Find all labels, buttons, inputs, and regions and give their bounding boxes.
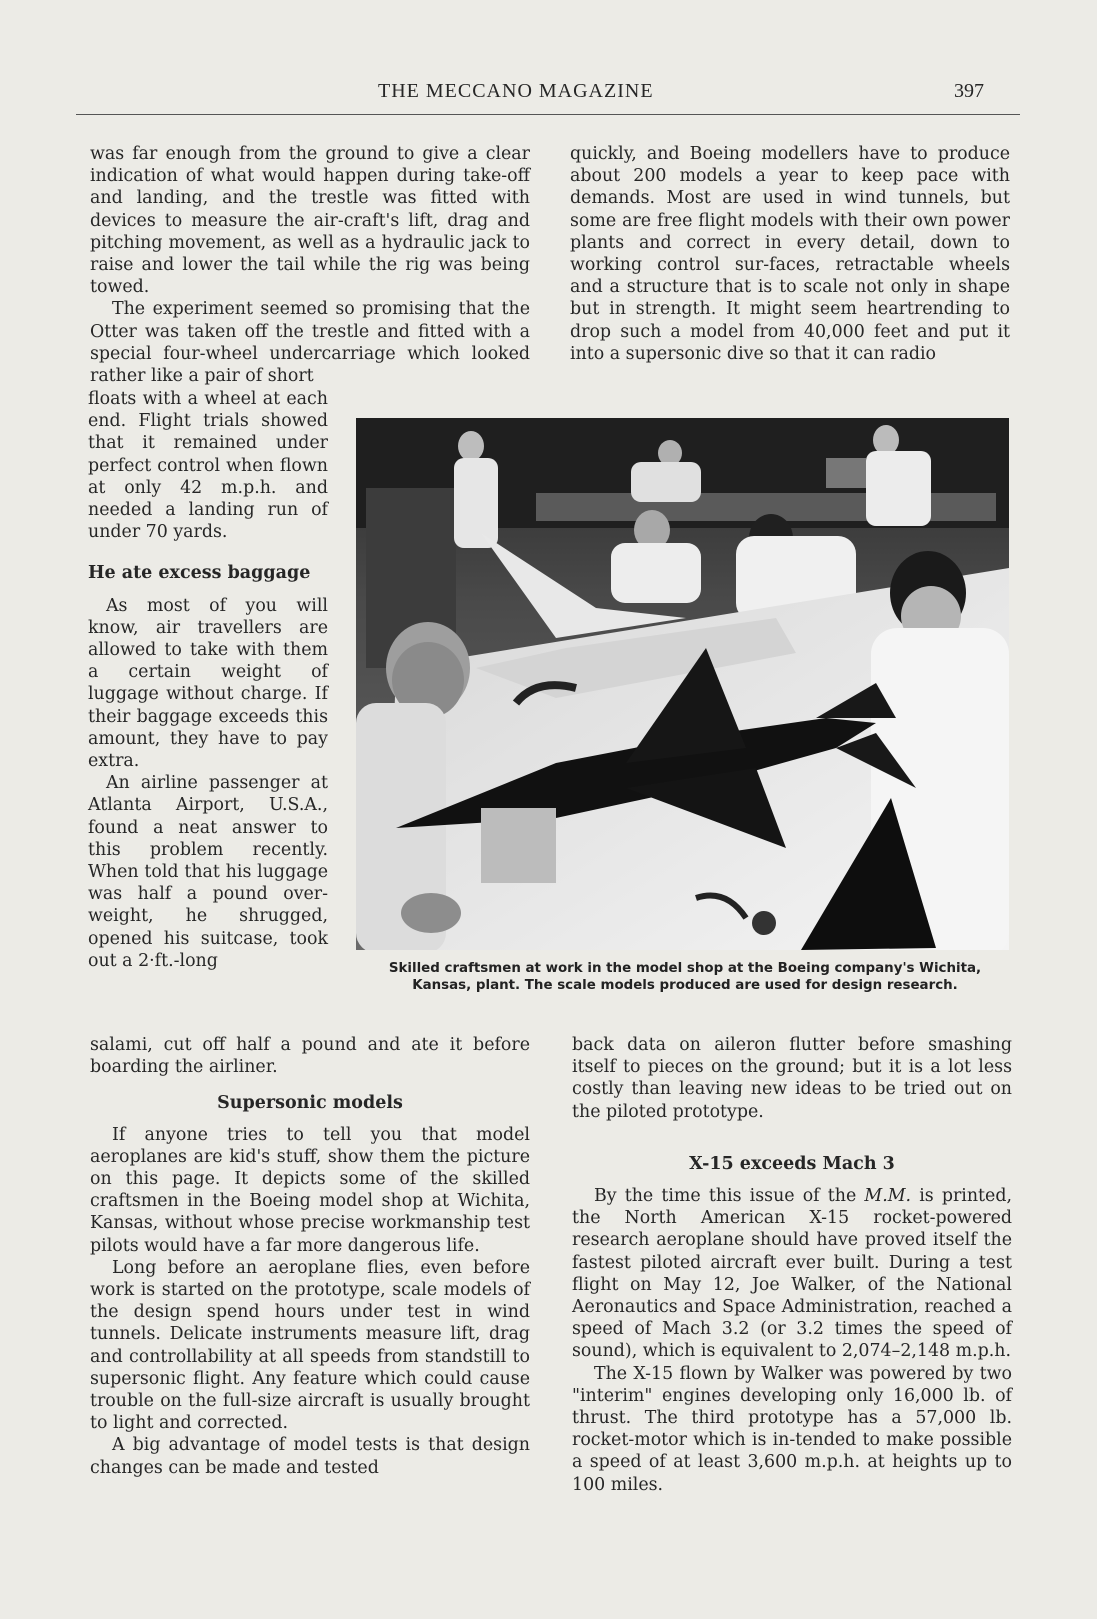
x15-text-before: By the time this issue of the xyxy=(594,1186,865,1207)
paragraph-trestle: was far enough from the ground to give a clear indication of what would happen during take-off and landing, and the trestle was fitted with devices to measure the air-craft's lift, drag and pitching movement, as well as a hydraulic jack to raise and lower the tail while the rig was being towed. xyxy=(90,144,530,298)
paragraph-x15-engines: The X-15 flown by Walker was powered by two "interim" engines developing only 16,000 lb. of thrust. The third prototype has a 57,000 lb. rocket-motor which is in-tended to make possible a speed of at least 3,600 m.p.h. at heights up to 100 miles. xyxy=(572,1363,1012,1495)
mm-abbreviation: M.M. xyxy=(864,1186,912,1207)
caption-line-1: Skilled craftsmen at work in the model shop at the Boeing company's Wichita, xyxy=(388,961,982,976)
photo-caption xyxy=(360,960,1010,994)
right-column-top xyxy=(570,143,1010,365)
paragraph-flight-trials: floats with a wheel at each end. Flight trials showed that it remained under perfect control when flown at only 42 m.p.h. and needed a landing run of under 70 yards. xyxy=(88,389,328,543)
left-column-top xyxy=(90,143,530,387)
paragraph-aileron-flutter: back data on aileron flutter before smashing itself to pieces on the ground; but it is a lot less costly than leaving new ideas to be tried out on the piloted prototype. xyxy=(572,1035,1012,1122)
running-head-title: THE MECCANO MAGAZINE xyxy=(378,80,654,102)
paragraph-x15-speed xyxy=(572,1185,1012,1363)
right-column-bottom xyxy=(572,1034,1012,1496)
paragraph-experiment: The experiment seemed so promising that the Otter was taken off the trestle and fitted with a special four-wheel undercarriage which looked rather like a pair of short xyxy=(90,299,530,387)
left-column-bottom xyxy=(90,1034,530,1479)
page-number: 397 xyxy=(954,80,984,102)
caption-line-2: Kansas, plant. The scale models produced are used for design research. xyxy=(412,978,958,993)
paragraph-salami: salami, cut off half a pound and ate it before boarding the airliner. xyxy=(90,1035,530,1078)
paragraph-wind-tunnels: Long before an aeroplane flies, even before work is started on the prototype, scale models of the design spend hours under test in wind tunnels. Delicate instruments measure lift, drag and controllability at all speeds from standstill to supersonic flight. Any feature which could cause trouble on the full-size aircraft is usually brought to light and corrected. xyxy=(90,1257,530,1434)
side-column xyxy=(88,388,328,972)
paragraph-luggage-allowance: As most of you will know, air travellers are allowed to take with them a certain weight of luggage without charge. If their baggage exceeds this amount, they have to pay extra. xyxy=(88,595,328,772)
paragraph-boeing-modellers: quickly, and Boeing modellers have to produce about 200 models a year to keep pace with demands. Most are used in wind tunnels, but some are free flight models with their own power plants and correct in every detail, down to working control sur-faces, retractable wheels and a structure that is to scale not only in shape but in strength. It might seem heartrending to drop such a model from 40,000 feet and put it into a supersonic dive so that it can radio xyxy=(570,144,1010,364)
x15-text-after: is printed, the North American X-15 rocket-powered research aeroplane should have proved itself the fastest piloted aircraft ever built. During a test flight on May 12, Joe Walker, of the National Aeronautics and Space Administration, reached a speed of Mach 3.2 (or 3.2 times the speed of sound), which is equivalent to 2,074–2,148 m.p.h. xyxy=(572,1186,1012,1362)
photo-illustration xyxy=(356,418,1009,950)
boeing-model-shop-photo xyxy=(356,418,1009,950)
paragraph-model-tests: A big advantage of model tests is that design changes can be made and tested xyxy=(90,1435,530,1478)
paragraph-kids-stuff: If anyone tries to tell you that model aeroplanes are kid's stuff, show them the picture on this page. It depicts some of the skilled craftsmen in the Boeing model shop at Wichita, Kansas, without whose precise workmanship test pilots would have a far more dangerous life. xyxy=(90,1124,530,1256)
heading-supersonic-models: Supersonic models xyxy=(217,1093,403,1114)
paragraph-atlanta-passenger: An airline passenger at Atlanta Airport, U.S.A., found a neat answer to this problem recently. When told that his luggage was half a pound over-weight, he shrugged, opened his suitcase, took out a 2·ft.-long xyxy=(88,773,328,971)
heading-excess-baggage: He ate excess baggage xyxy=(88,563,311,584)
heading-x15: X-15 exceeds Mach 3 xyxy=(689,1153,895,1174)
header-rule xyxy=(76,114,1020,115)
